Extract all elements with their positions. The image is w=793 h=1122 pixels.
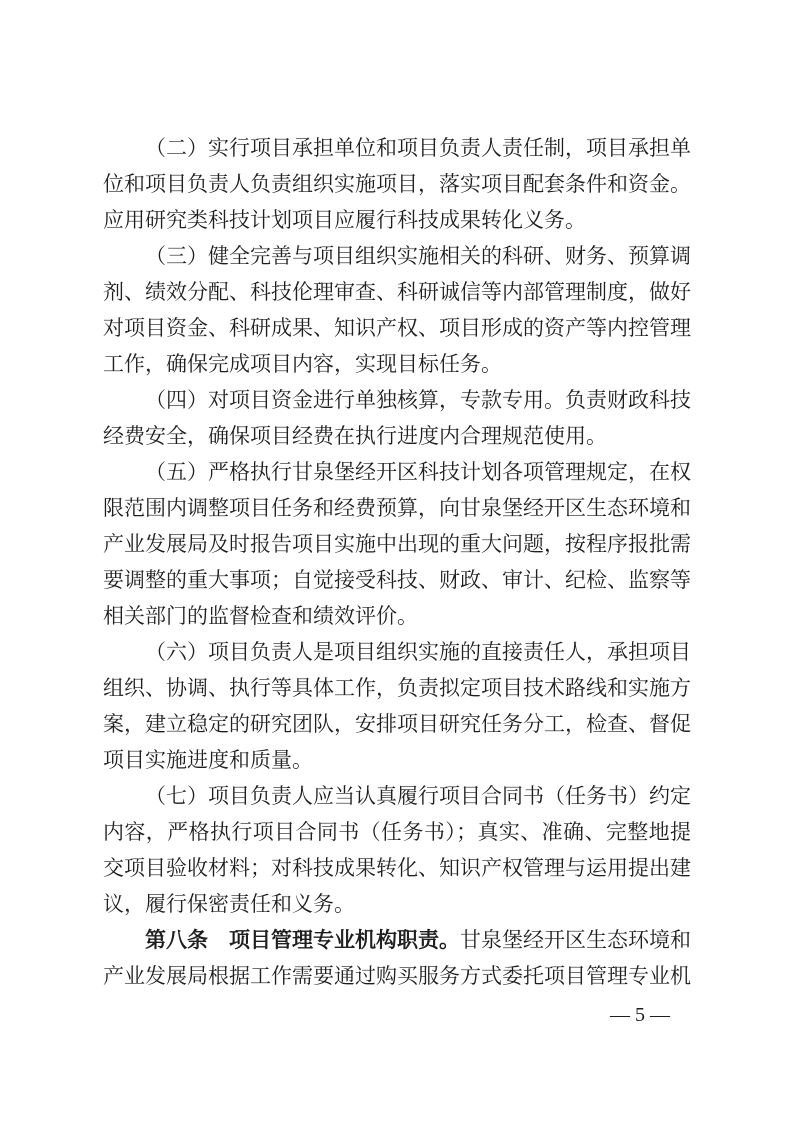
text-line: （二）实行项目承担单位和项目负责人责任制，项目承担单 (145, 136, 691, 160)
text-line: （五）严格执行甘泉堡经开区科技计划各项管理规定，在权 (145, 460, 691, 484)
text-line: 位和项目负责人负责组织实施项目，落实项目配套条件和资金。 (103, 172, 691, 196)
text-line: （六）项目负责人是项目组织实施的直接责任人，承担项目 (145, 640, 691, 664)
article-8-heading-rest: 甘泉堡经开区生态环境和 (460, 928, 691, 952)
document-body (103, 130, 691, 994)
article-8-heading-line (103, 922, 691, 958)
text-line: 产业发展局及时报告项目实施中出现的重大问题，按程序报批需 (103, 532, 691, 556)
text-line: 剂、绩效分配、科技伦理审查、科研诚信等内部管理制度，做好 (103, 280, 691, 304)
text-line: （三）健全完善与项目组织实施相关的科研、财务、预算调 (145, 244, 691, 268)
text-line: 案，建立稳定的研究团队，安排项目研究任务分工，检查、督促 (103, 712, 691, 736)
text-line: 应用研究类科技计划项目应履行科技成果转化义务。 (103, 208, 586, 232)
text-line: （七）项目负责人应当认真履行项目合同书（任务书）约定 (145, 784, 691, 808)
text-line: 经费安全，确保项目经费在执行进度内合理规范使用。 (103, 424, 607, 448)
text-line: 工作，确保完成项目内容，实现目标任务。 (103, 352, 502, 376)
page-number: — 5 — (610, 1004, 670, 1026)
text-line: 议，履行保密责任和义务。 (103, 892, 355, 916)
article-8-heading: 第八条 项目管理专业机构职责。 (145, 928, 460, 952)
text-line: 限范围内调整项目任务和经费预算，向甘泉堡经开区生态环境和 (103, 496, 691, 520)
text-line: 产业发展局根据工作需要通过购买服务方式委托项目管理专业机 (103, 964, 691, 988)
text-line: 要调整的重大事项；自觉接受科技、财政、审计、纪检、监察等 (103, 568, 691, 592)
text-line: 内容，严格执行项目合同书（任务书）；真实、准确、完整地提 (103, 820, 691, 844)
text-line: 相关部门的监督检查和绩效评价。 (103, 604, 418, 628)
text-line: 交项目验收材料；对科技成果转化、知识产权管理与运用提出建 (103, 856, 691, 880)
text-line: 项目实施进度和质量。 (103, 748, 313, 772)
text-line: 对项目资金、科研成果、知识产权、项目形成的资产等内控管理 (103, 316, 691, 340)
text-line: （四）对项目资金进行单独核算，专款专用。负责财政科技 (145, 388, 691, 412)
text-line: 组织、协调、执行等具体工作，负责拟定项目技术路线和实施方 (103, 676, 691, 700)
